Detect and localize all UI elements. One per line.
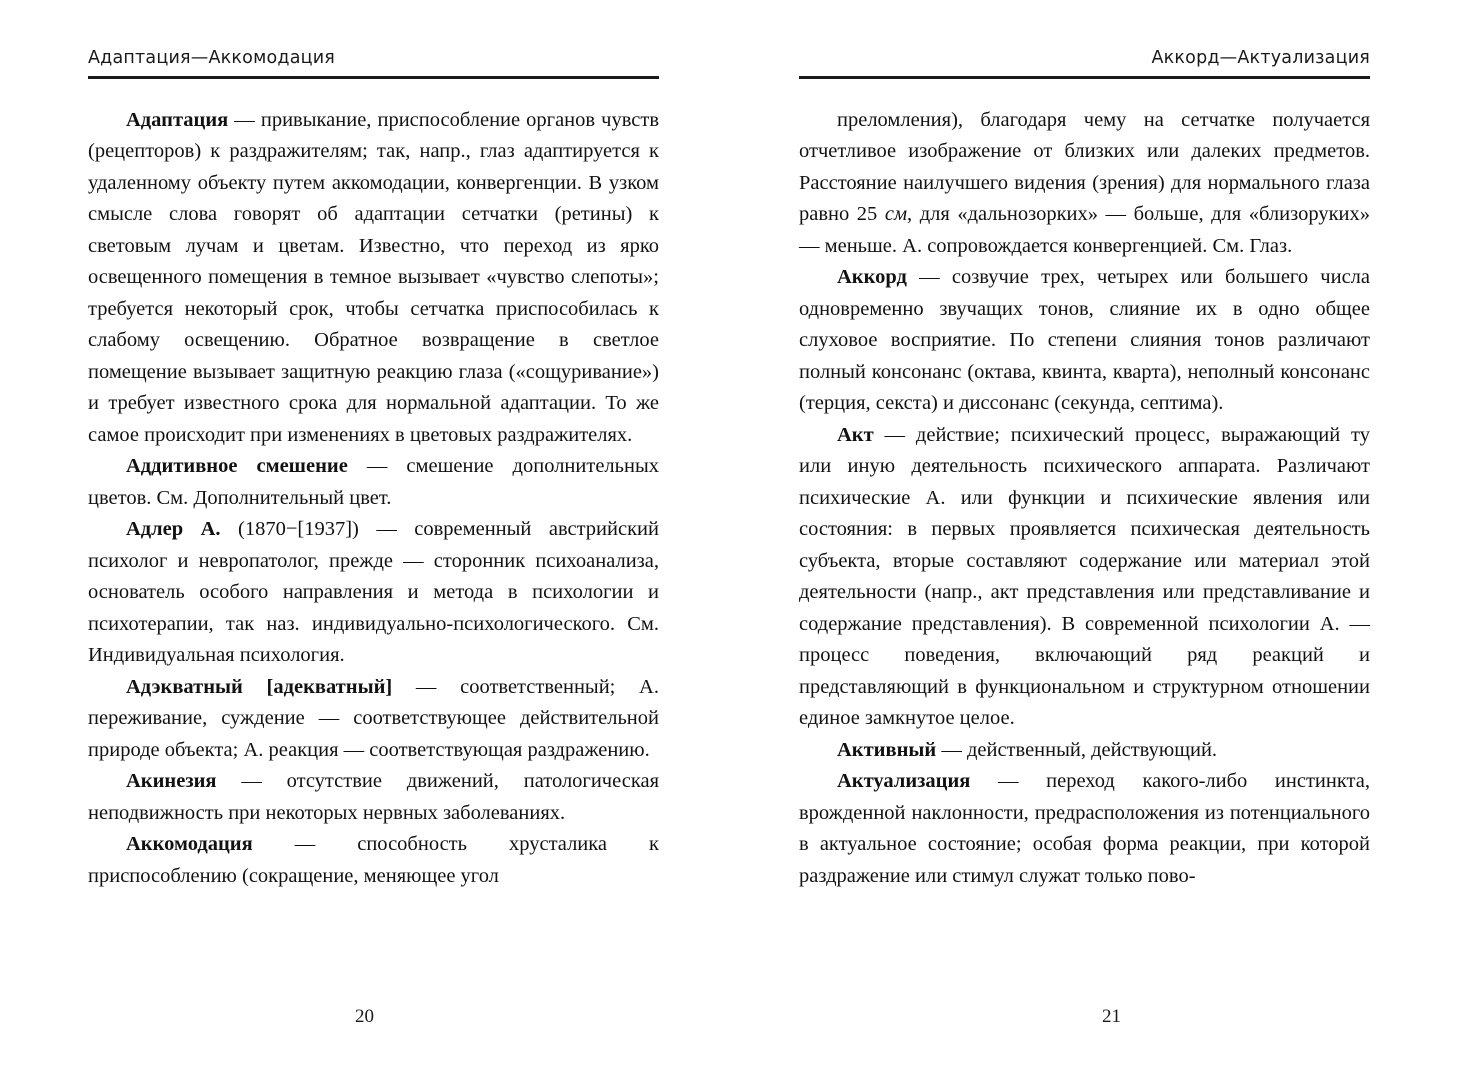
entry-body: — смешение дополнительных цветов. См. Дополнительный цвет. (88, 455, 659, 509)
entry-body: — действенный, действующий. (936, 738, 1218, 761)
dictionary-entry (88, 766, 659, 829)
entry-body: — соответственный; А. переживание, суждение — соответствующее действительной природе объекта; А. реакция — соответствующая раздражению. (88, 675, 659, 761)
entry-term: Адлер А. (126, 518, 221, 540)
entry-body: — способность хрусталика к приспособлению (сокращение, меняющее угол (88, 833, 659, 887)
header-rule-left (88, 76, 659, 79)
entry-body-after: , для «дальнозорких» — больше, для «близоруких» — меньше. А. сопровождается конвергенцией. См. Глаз. (799, 203, 1371, 257)
entry-term: Актуализация (837, 770, 971, 792)
entry-term: Акинезия (126, 770, 217, 792)
entry-body: — отсутствие движений, патологическая неподвижность при некоторых нервных заболеваниях. (88, 770, 659, 824)
running-head-left: Адаптация—Аккомодация (88, 48, 336, 68)
entry-term: Аккомодация (126, 833, 253, 855)
dictionary-entry (799, 262, 1370, 420)
dictionary-entry (799, 420, 1370, 735)
header-rule-right (799, 76, 1370, 79)
dictionary-entry (88, 672, 659, 767)
right-page (729, 0, 1458, 1080)
entry-term: Аккорд (837, 266, 907, 288)
entry-term: Активный (837, 738, 937, 761)
dictionary-entry (799, 766, 1370, 892)
entry-italic: см (884, 203, 908, 225)
entry-body: — созвучие трех, четырех или большего числа одновременно звучащих тонов, слияние их в одно общее слуховое восприятие. По степени слияния тонов различают полный консонанс (октава, квинта, кварта), неполный консонанс (терция, секста) и диссонанс (секунда, септима). (799, 266, 1370, 414)
entry-body: — привыкание, приспособление органов чувств (рецепторов) к раздражителям; так, напр., глаз адаптируется к удаленному объекту путем аккомодации, конвергенции. В узком смысле слова говорят об адаптации сетчатки (ретины) к световым лучам и цветам. Известно, что переход из ярко освещенного помещения в темное вызывает «чувство слепоты»; требуется некоторый срок, чтобы сетчатка приспособилась к слабому освещению. Обратное возвращение в светлое помещение вызывает защитную реакцию глаза («сощуривание») и требует известного срока для нормальной адаптации. То же самое происходит при изменениях в цветовых раздражителях. (88, 108, 659, 446)
entry-term: Адэкватный [адекватный] (126, 675, 393, 698)
dictionary-entry (88, 105, 659, 452)
running-head-right: Аккорд—Актуализация (1151, 48, 1370, 68)
page-number-right: 21 (1102, 1006, 1121, 1027)
right-column (799, 105, 1370, 893)
dictionary-entry (799, 735, 1370, 767)
page-number-left: 20 (355, 1006, 374, 1027)
entry-body: — переход какого-либо инстинкта, врожденной наклонности, предрасположения из потенциального в актуальное состояние; особая форма реакции, при которой раздражение или стимул служат только пово- (799, 770, 1370, 887)
entry-term: Акт (837, 423, 874, 446)
entry-body: — действие; психический процесс, выражающий ту или иную деятельность психического аппарата. Различают психические А. или функции и психические явления или состояния: в первых проявляется психическая деятельность субъекта, вторые составляют содержание или материал этой деятельности (напр., акт представления или представливание и содержание представления). В современной психологии А. — процесс поведения, включающий ряд реакций и представляющий в функциональном и структурном отношении единое замкнутое целое. (799, 423, 1370, 729)
dictionary-entry (88, 829, 659, 892)
dictionary-entry (88, 451, 659, 514)
left-column (88, 105, 659, 893)
dictionary-entry (88, 514, 659, 672)
dictionary-entry-continued (799, 105, 1370, 263)
entry-body: преломления), благодаря чему на сетчатке получается отчетливое изображение от близких или далеких предметов. Расстояние наилучшего видения (зрения) для нормального глаза равно 25 (799, 108, 1370, 225)
entry-term: Аддитивное смешение (126, 455, 348, 477)
entry-body: (1870−[1937]) — современный австрийский психолог и невропатолог, прежде — сторонник психоанализа, основатель особого направления и метода в психологии и психотерапии, так наз. индивидуально-психологического. См. Индивидуальная психология. (88, 518, 659, 666)
entry-term: Адаптация (126, 108, 229, 131)
